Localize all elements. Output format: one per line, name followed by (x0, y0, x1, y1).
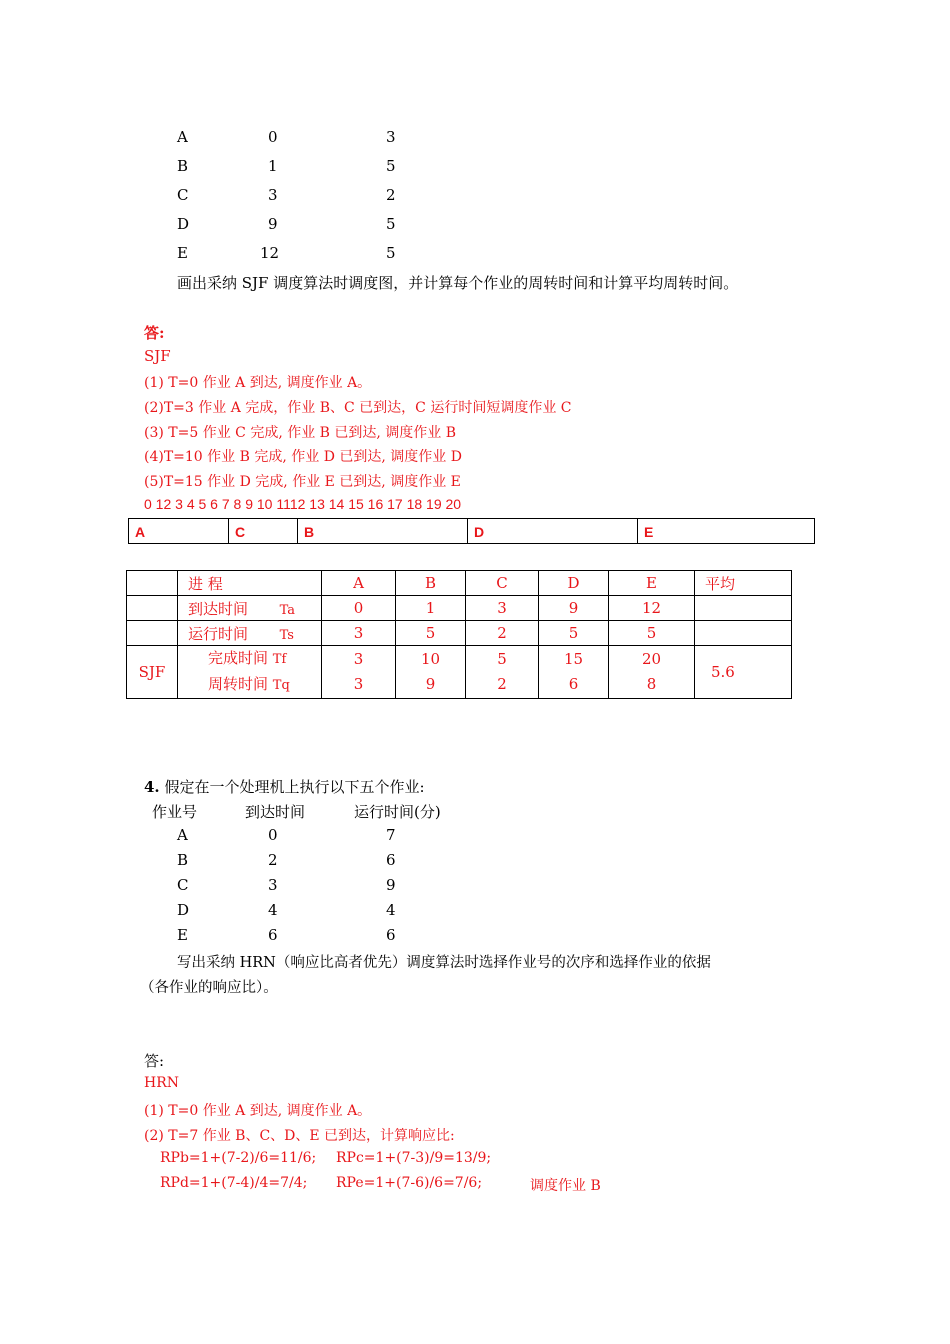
avg-turnaround: 5.6 (695, 646, 792, 699)
job-d-run: 5 (386, 215, 396, 233)
sjf-row-label: SJF (127, 646, 178, 699)
q4-job-c-arrive: 3 (268, 876, 278, 894)
turn-c: 2 (497, 675, 507, 693)
question4-title: 假定在一个处理机上执行以下五个作业: (164, 778, 425, 796)
gantt-block-e: E (644, 524, 654, 540)
header-process: 进 程 (178, 571, 322, 596)
job-e-arrive: 12 (260, 244, 280, 262)
answer1-label: 答: (144, 324, 165, 342)
rp-d: RPd=1+(7-4)/4=7/4; (160, 1175, 308, 1191)
table-row (127, 596, 792, 621)
question4-number: 4. (144, 778, 160, 796)
arrive-b: 1 (396, 596, 466, 621)
q4-job-b-run: 6 (386, 851, 396, 869)
run-symbol: Ts (279, 627, 294, 643)
question4-heading (144, 776, 425, 797)
finish-b: 10 (420, 650, 441, 668)
turn-b: 9 (425, 675, 436, 693)
finish-c: 5 (497, 650, 507, 668)
header-c: C (466, 571, 539, 596)
q4-description-line1: 写出采纳 HRN（响应比高者优先）调度算法时选择作业号的次序和选择作业的依据 (177, 955, 711, 971)
q4-job-e-arrive: 6 (268, 926, 278, 944)
q4-description-line2: （各作业的响应比）。 (140, 980, 278, 996)
job-b-arrive: 1 (268, 157, 278, 175)
header-avg: 平均 (695, 571, 792, 596)
answer2-algo: HRN (144, 1075, 179, 1091)
run-a: 3 (322, 621, 396, 646)
finish-symbol: Tf (272, 652, 287, 667)
answer1-step-2: (2)T=3 作业 A 完成，作业 B、C 已到达，C 运行时间短调度作业 C (144, 400, 572, 416)
job-e: E (177, 244, 188, 262)
hrn-schedule-result: 调度作业 B (530, 1178, 601, 1194)
header-b: B (396, 571, 466, 596)
gantt-timeline: 0 12 3 4 5 6 7 8 9 10 1112 13 14 15 16 17 18 19 20 (144, 496, 462, 512)
job-c-arrive: 3 (268, 186, 278, 204)
answer1-step-1: (1) T=0 作业 A 到达, 调度作业 A。 (144, 375, 372, 391)
run-label: 运行时间 (188, 624, 249, 643)
run-d: 5 (539, 621, 609, 646)
run-label-cell (178, 621, 322, 646)
turn-symbol: Tq (272, 678, 290, 693)
job-c: C (177, 186, 189, 204)
q4-job-d: D (177, 901, 190, 919)
job-e-run: 5 (386, 244, 396, 262)
q4-job-c: C (177, 876, 189, 894)
answer2-step-2: (2) T=7 作业 B、C、D、E 已到达，计算响应比: (144, 1128, 455, 1144)
table-row (127, 571, 792, 596)
gantt-chart (128, 518, 815, 544)
turn-e: 8 (646, 675, 657, 693)
answer1-step-4: (4)T=10 作业 B 完成, 作业 D 已到达, 调度作业 D (144, 449, 462, 465)
finish-label: 完成时间 (208, 649, 269, 667)
job-d-arrive: 9 (268, 215, 278, 233)
gantt-block-c: C (229, 519, 298, 543)
sjf-result-table (126, 570, 792, 699)
q4-job-b: B (177, 851, 189, 869)
q4-job-d-arrive: 4 (268, 901, 278, 919)
run-b: 5 (396, 621, 466, 646)
header-e: E (609, 571, 695, 596)
run-e: 5 (609, 621, 695, 646)
arrive-d: 9 (539, 596, 609, 621)
arrive-label-cell (178, 596, 322, 621)
finish-a: 3 (353, 650, 364, 668)
table-row (127, 646, 792, 699)
arrive-symbol: Ta (279, 602, 295, 618)
arrive-c: 3 (466, 596, 539, 621)
answer1-step-5: (5)T=15 作业 D 完成, 作业 E 已到达, 调度作业 E (144, 474, 461, 490)
q4-job-e: E (177, 926, 188, 944)
q4-header-run: 运行时间(分) (354, 803, 441, 821)
answer1-step-3: (3) T=5 作业 C 完成, 作业 B 已到达, 调度作业 B (144, 425, 457, 441)
job-b-run: 5 (386, 157, 396, 175)
job-b: B (177, 157, 189, 175)
rp-e: RPe=1+(7-6)/6=7/6; (336, 1175, 483, 1191)
q4-job-a-run: 7 (386, 826, 396, 844)
job-a-run: 3 (386, 128, 396, 146)
sjf-question: 画出采纳 SJF 调度算法时调度图，并计算每个作业的周转时间和计算平均周转时间。 (177, 274, 739, 292)
job-a: A (177, 128, 188, 146)
answer2-label: 答: (144, 1052, 165, 1070)
answer2-step-1: (1) T=0 作业 A 到达, 调度作业 A。 (144, 1103, 372, 1119)
gantt-block-a: A (129, 519, 229, 543)
q4-job-a: A (177, 826, 188, 844)
answer1-algo: SJF (144, 347, 171, 365)
q4-header-job: 作业号 (152, 803, 198, 821)
q4-header-arrive: 到达时间 (245, 803, 306, 821)
table-row (127, 621, 792, 646)
q4-job-c-run: 9 (386, 876, 396, 894)
finish-d: 15 (563, 650, 584, 668)
arrive-e: 12 (609, 596, 695, 621)
arrive-a: 0 (322, 596, 396, 621)
header-d: D (539, 571, 609, 596)
gantt-block-b: B (298, 519, 468, 543)
finish-turn-labels (178, 646, 322, 699)
rp-b: RPb=1+(7-2)/6=11/6; (160, 1150, 317, 1166)
arrive-label: 到达时间 (188, 599, 249, 618)
q4-job-b-arrive: 2 (268, 851, 278, 869)
turn-a: 3 (353, 675, 364, 693)
turn-d: 6 (568, 675, 579, 693)
finish-e: 20 (641, 650, 662, 668)
header-a: A (322, 571, 396, 596)
job-a-arrive: 0 (268, 128, 278, 146)
q4-job-d-run: 4 (386, 901, 396, 919)
q4-job-e-run: 6 (386, 926, 396, 944)
job-d: D (177, 215, 190, 233)
q4-job-a-arrive: 0 (268, 826, 278, 844)
gantt-block-d: D (468, 519, 638, 543)
turn-label: 周转时间 (208, 675, 269, 693)
job-c-run: 2 (386, 186, 396, 204)
run-c: 2 (466, 621, 539, 646)
rp-c: RPc=1+(7-3)/9=13/9; (336, 1150, 492, 1166)
